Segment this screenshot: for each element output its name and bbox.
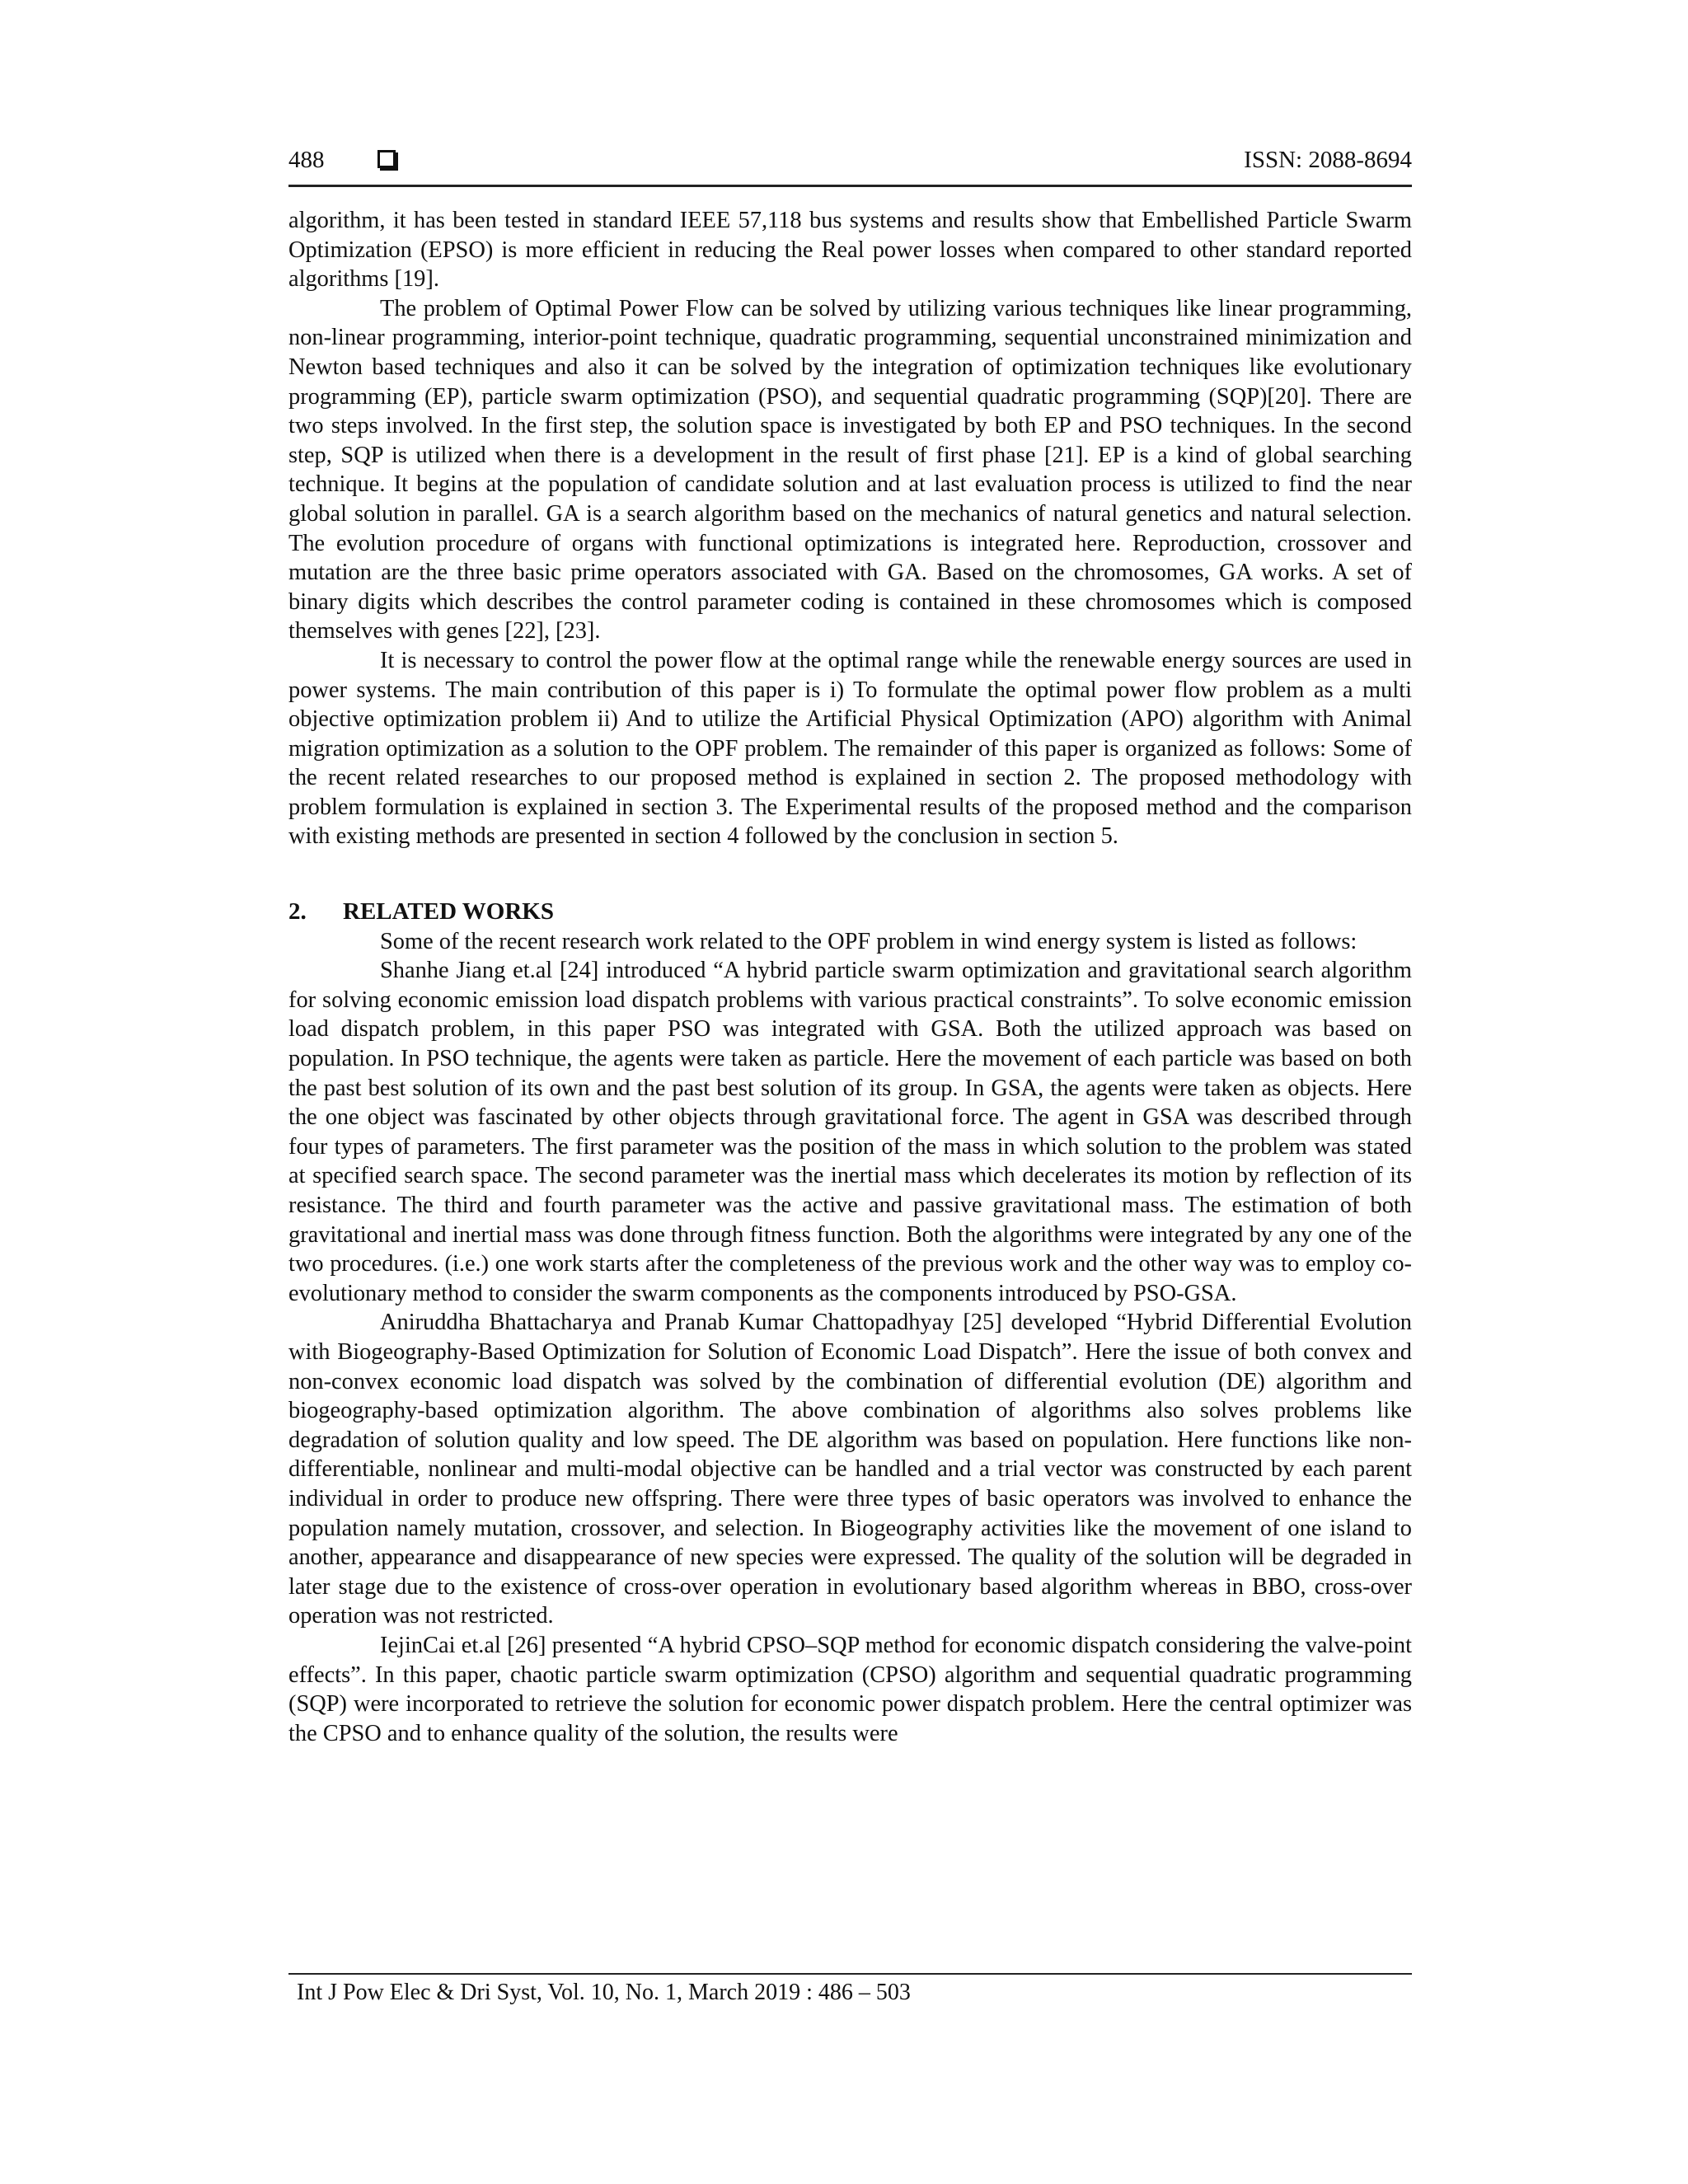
section-number: 2. [288, 898, 307, 926]
journal-citation: Int J Pow Elec & Dri Syst, Vol. 10, No. 1, March 2019 : 486 – 503 [297, 1980, 911, 2005]
page-footer [288, 1973, 1412, 2006]
paragraph-intro-continued: algorithm, it has been tested in standard IEEE 57,118 bus systems and results show that Embellished Particle Swarm Optimization (EPSO) is more efficient in reducing the Real power losses when compared to other standard reported algorithms [19]. [288, 208, 1412, 293]
paragraph-jiang: Shanhe Jiang et.al [24] introduced “A hybrid particle swarm optimization and gravitational search algorithm for solving economic emission load dispatch problems with various practical constraints”. To solve economic emission load dispatch problem, in this paper PSO was integrated with GSA. Both the utilized approach was based on population. In PSO technique, the agents were taken as particle. Here the movement of each particle was based on both the past best solution of its own and the past best solution of its group. In GSA, the agents were taken as objects. Here the one object was fascinated by other objects through gravitational force. The agent in GSA was described through four types of parameters. The first parameter was the position of the mass in which solution to the problem was stated at specified search space. The second parameter was the inertial mass which decelerates its motion by reflection of its resistance. The third and fourth parameter was the active and passive gravitational mass. The estimation of both gravitational and inertial mass was done through fitness function. Both the algorithms were integrated by any one of the two procedures. (i.e.) one work starts after the completeness of the previous work and the other way was to employ co-evolutionary method to consider the swarm components as the components introduced by PSO-GSA. [288, 958, 1412, 1306]
paragraph-cai: IejinCai et.al [26] presented “A hybrid CPSO–SQP method for economic dispatch considering the valve-point effects”. In this paper, chaotic particle swarm optimization (CPSO) algorithm and sequential quadratic programming (SQP) were incorporated to retrieve the solution for economic power dispatch problem. Here the central optimizer was the CPSO and to enhance quality of the solution, the results were [288, 1632, 1412, 1746]
paragraph-contribution: It is necessary to control the power flow at the optimal range while the renewable energy sources are used in power systems. The main contribution of this paper is i) To formulate the optimal power flow problem as a multi objective optimization problem ii) And to utilize the Artificial Physical Optimization (APO) algorithm with Animal migration optimization as a solution to the OPF problem. The remainder of this paper is organized as follows: Some of the recent related researches to our proposed method is explained in section 2. The proposed methodology with problem formulation is explained in section 3. The Experimental results of the proposed method and the comparison with existing methods are presented in section 4 followed by the conclusion in section 5. [288, 647, 1412, 850]
page-number: 488 [288, 147, 325, 173]
article-body [288, 206, 1412, 1748]
paragraph-opf-techniques: The problem of Optimal Power Flow can be solved by utilizing various techniques like linear programming, non-linear programming, interior-point technique, quadratic programming, sequential unconstrained minimization and Newton based techniques and also it can be solved by the integration of optimization techniques like evolutionary programming (EP), particle swarm optimization (PSO), and sequential quadratic programming (SQP)[20]. There are two steps involved. In the first step, the solution space is investigated by both EP and PSO techniques. In the second step, SQP is utilized when there is a development in the result of first phase [21]. EP is a kind of global searching technique. It begins at the population of candidate solution and at last evaluation process is utilized to find the near global solution in parallel. GA is a search algorithm based on the mechanics of natural genetics and natural selection. The evolution procedure of organs with functional optimizations is integrated here. Reproduction, crossover and mutation are the three basic prime operators associated with GA. Based on the chromosomes, GA works. A set of binary digits which describes the control parameter coding is contained in these chromosomes which is composed themselves with genes [22], [23]. [288, 295, 1412, 644]
section-heading [288, 898, 1412, 927]
paragraph-related-intro: Some of the recent research work related to the OPF problem in wind energy system is listed as follows: [380, 928, 1357, 954]
paragraph-bhattacharya: Aniruddha Bhattacharya and Pranab Kumar Chattopadhyay [25] developed “Hybrid Differential Evolution with Biogeography-Based Optimization for Solution of Economic Load Dispatch”. Here the issue of both convex and non-convex economic load dispatch was solved by the combination of differential evolution (DE) algorithm and biogeography-based optimization algorithm. The above combination of algorithms also solves problems like degradation of solution quality and low speed. The DE algorithm was based on population. Here functions like non-differentiable, nonlinear and multi-modal objective can be handled and a trial vector was constructed by each parent individual in order to produce new offspring. There were three types of basic operators was involved to enhance the population namely mutation, crossover, and selection. In Biogeography activities like the movement of one island to another, appearance and disappearance of new species were expressed. The quality of the solution will be degraded in later stage due to the existence of cross-over operation in evolutionary based algorithm whereas in BBO, cross-over operation was not restricted. [288, 1310, 1412, 1629]
section-title: RELATED WORKS [343, 898, 554, 926]
square-box-icon [377, 150, 396, 168]
page-header [288, 147, 1412, 187]
issn: ISSN: 2088-8694 [1244, 147, 1412, 173]
